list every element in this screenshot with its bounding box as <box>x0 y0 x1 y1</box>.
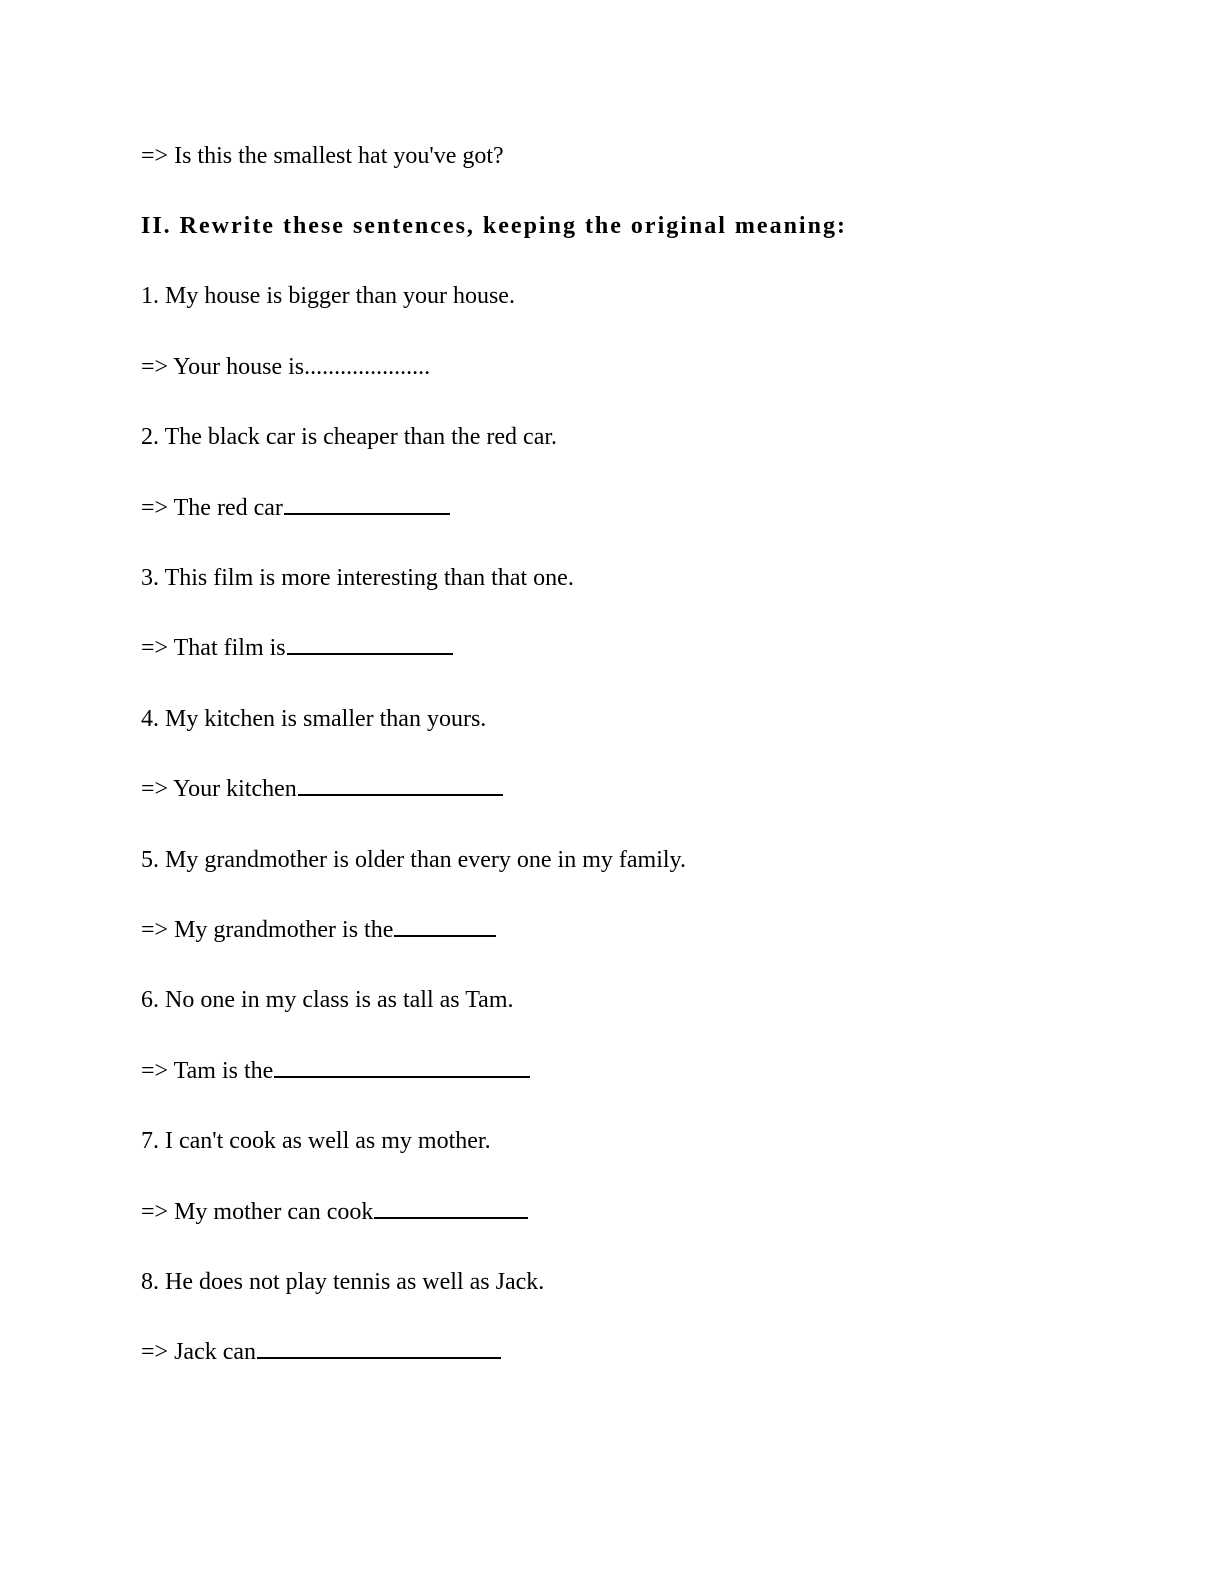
item-6-answer-blank[interactable] <box>274 1056 530 1078</box>
item-1-sentence: 1. My house is bigger than your house. <box>141 283 515 309</box>
item-5-answer-blank[interactable] <box>394 915 496 937</box>
item-8-prompt-text: => Jack can <box>141 1339 257 1365</box>
item-3-sentence: 3. This film is more interesting than that one. <box>141 565 574 591</box>
item-8-prompt <box>141 1337 501 1367</box>
item-7-prompt-text: => My mother can cook <box>141 1199 374 1225</box>
item-2-prompt-text: => The red car <box>141 495 283 521</box>
item-4-answer-blank[interactable] <box>298 774 503 796</box>
item-7-sentence: 7. I can't cook as well as my mother. <box>141 1128 491 1154</box>
item-8-sentence: 8. He does not play tennis as well as Jack. <box>141 1269 545 1295</box>
item-2-answer-blank[interactable] <box>284 493 450 515</box>
item-1-prompt-text: => Your house is..................... <box>141 354 431 380</box>
item-3-prompt-text: => That film is <box>141 635 286 661</box>
carryover-answer: => Is this the smallest hat you've got? <box>141 143 504 169</box>
item-2-sentence: 2. The black car is cheaper than the red car. <box>141 424 558 450</box>
item-4-prompt <box>141 774 503 804</box>
item-5-prompt-text: => My grandmother is the <box>141 917 394 943</box>
item-6-prompt-text: => Tam is the <box>141 1058 274 1084</box>
item-3-answer-blank[interactable] <box>287 633 453 655</box>
item-3-prompt <box>141 633 453 663</box>
item-6-sentence: 6. No one in my class is as tall as Tam. <box>141 987 514 1013</box>
item-6-prompt <box>141 1056 530 1086</box>
item-5-sentence: 5. My grandmother is older than every one in my family. <box>141 847 686 873</box>
item-7-prompt <box>141 1197 528 1227</box>
item-5-prompt <box>141 915 496 945</box>
item-8-answer-blank[interactable] <box>257 1337 501 1359</box>
item-1-prompt <box>141 352 430 382</box>
item-4-prompt-text: => Your kitchen <box>141 776 297 802</box>
item-2-prompt <box>141 493 450 523</box>
section-heading: II. Rewrite these sentences, keeping the original meaning: <box>141 213 847 239</box>
item-7-answer-blank[interactable] <box>374 1197 528 1219</box>
item-4-sentence: 4. My kitchen is smaller than yours. <box>141 706 487 732</box>
